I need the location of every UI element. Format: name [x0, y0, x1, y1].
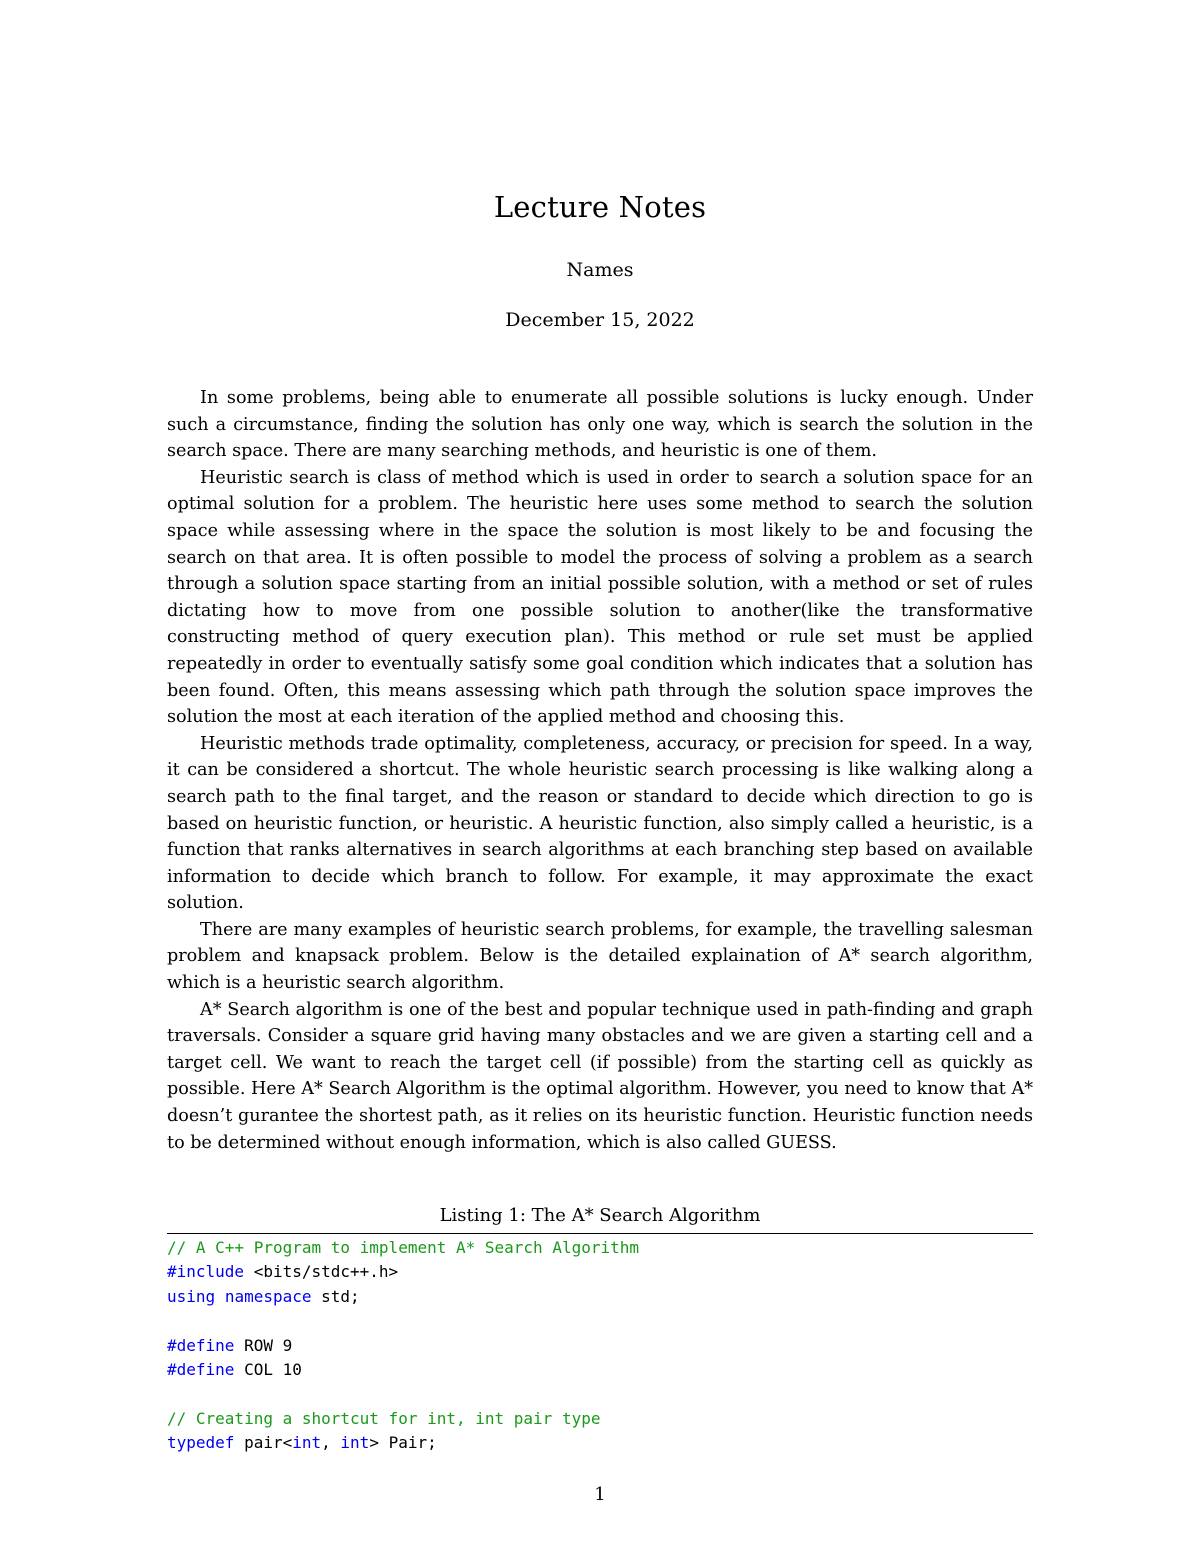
code-line — [167, 1285, 1033, 1309]
code-line — [167, 1382, 1033, 1406]
paragraph: There are many examples of heuristic search problems, for example, the travelling salesman problem and knapsack problem. Below is the detailed explaination of A* search algorithm, which is a heuristic search algorithm. — [167, 919, 1033, 994]
code-text: <bits/stdc++.h> — [244, 1262, 399, 1282]
page-number: 1 — [594, 1484, 606, 1505]
document-title: Lecture Notes — [493, 190, 707, 224]
code-text: > Pair; — [369, 1433, 437, 1453]
code-text — [215, 1287, 225, 1306]
code-line — [167, 1334, 1033, 1358]
code-keyword: #define — [167, 1335, 235, 1355]
code-comment: // Creating a shortcut for int, int pair type — [167, 1408, 601, 1428]
code-keyword: typedef — [167, 1433, 235, 1453]
code-keyword: using — [167, 1286, 216, 1306]
code-text: std; — [311, 1286, 360, 1306]
code-text: COL 10 — [234, 1359, 302, 1379]
code-line — [167, 1260, 1033, 1284]
paragraph: A* Search algorithm is one of the best and popular technique used in path-finding and graph traversals. Consider a square grid having many obstacles and we are given a starting cell and a target cell. We want to reach the target cell (if possible) from the starting cell as quickly as possible. Here A* Search Algorithm is the optimal algorithm. However, you need to know that A* doesn’t gurantee the shortest path, as it relies on its heuristic function. Heuristic function needs to be determined without enough information, which is also called GUESS. — [167, 999, 1033, 1153]
paragraph: Heuristic search is class of method which is used in order to search a solution space for an optimal solution for a problem. The heuristic here uses some method to search the solution space while assessing where in the space the solution is most likely to be and focusing the search on that area. It is often possible to model the process of solving a problem as a search through a solution space starting from an initial possible solution, with a method or set of rules dictating how to move from one possible solution to another(like the transformative constructing method of query execution plan). This method or rule set must be applied repeatedly in order to eventually satisfy some goal condition which indicates that a solution has been found. Often, this means assessing which path through the solution space improves the solution the most at each iteration of the applied method and choosing this. — [167, 467, 1033, 728]
code-keyword: #define — [167, 1359, 235, 1379]
code-keyword: namespace — [224, 1286, 312, 1306]
listing-top-rule — [167, 1233, 1033, 1234]
code-keyword: #include — [167, 1262, 245, 1282]
code-text: pair< — [234, 1433, 293, 1453]
code-keyword: int — [292, 1433, 322, 1453]
code-text: ROW 9 — [234, 1335, 293, 1355]
listing-caption: Listing 1: The A* Search Algorithm — [439, 1205, 761, 1226]
code-comment: // A C++ Program to implement A* Search Algorithm — [167, 1238, 640, 1257]
code-listing — [167, 1236, 1033, 1456]
document-author: Names — [566, 259, 634, 281]
code-line — [167, 1431, 1033, 1455]
body-text — [167, 385, 1033, 1156]
code-line — [167, 1358, 1033, 1382]
paragraph: Heuristic methods trade optimality, completeness, accuracy, or precision for speed. In a way, it can be considered a shortcut. The whole heuristic search processing is like walking along a search path to the final target, and the reason or standard to decide which direction to go is based on heuristic function, or heuristic. A heuristic function, also simply called a heuristic, is a function that ranks alternatives in search algorithms at each branching step based on available information to decide which branch to follow. For example, it may approximate the exact solution. — [167, 733, 1033, 914]
code-keyword: int — [340, 1433, 370, 1453]
code-line — [167, 1236, 1033, 1260]
code-line — [167, 1309, 1033, 1333]
document-date: December 15, 2022 — [505, 309, 695, 331]
code-text: , — [321, 1433, 341, 1453]
paragraph: In some problems, being able to enumerate all possible solutions is lucky enough. Under such a circumstance, finding the solution has only one way, which is search the solution in the search space. There are many searching methods, and heuristic is one of them. — [167, 388, 1033, 462]
code-line — [167, 1407, 1033, 1431]
